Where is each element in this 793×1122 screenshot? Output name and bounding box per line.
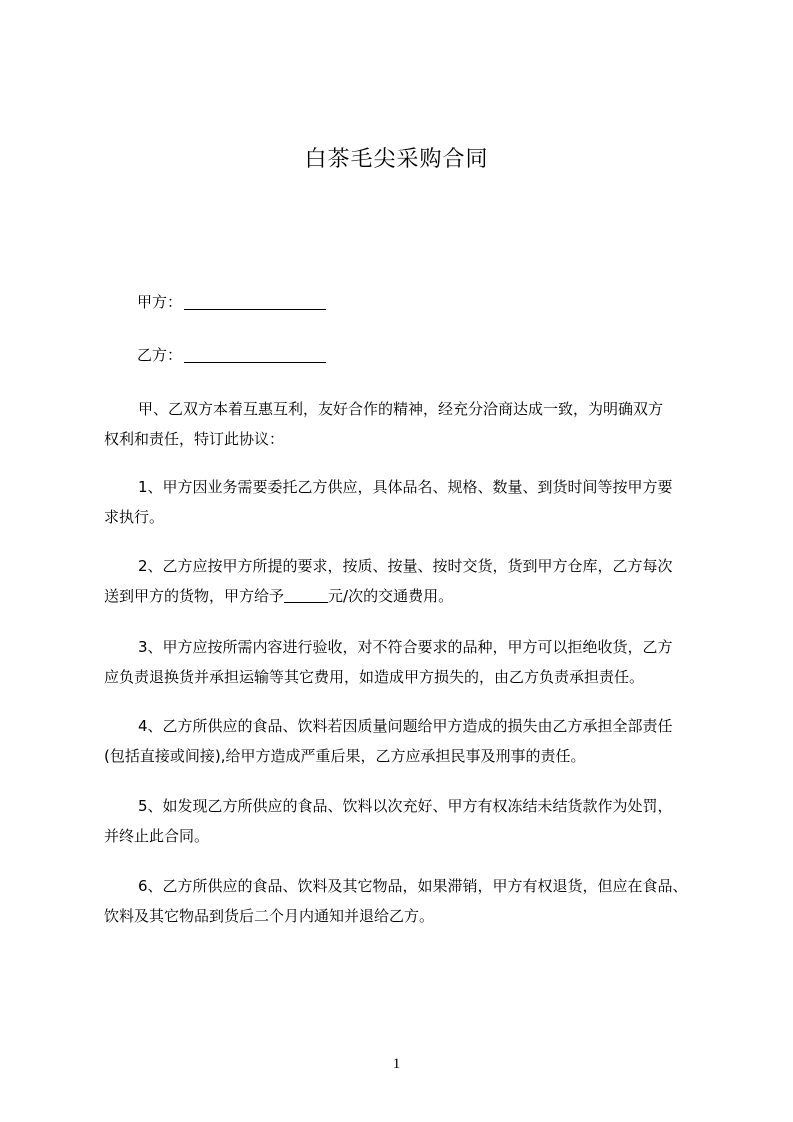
party-a-blank[interactable]	[184, 293, 326, 310]
clause-6	[104, 871, 716, 931]
clause-1-line-1: 1、甲方因业务需要委托乙方供应，具体品名、规格、数量、到货时间等按甲方要	[138, 478, 673, 496]
clause-6-line-2: 饮料及其它物品到货后二个月内通知并退给乙方。	[104, 907, 435, 925]
clause-3	[104, 632, 716, 692]
clause-5	[104, 791, 716, 851]
clause-2-text-a: 送到甲方的货物，甲方给予	[104, 587, 285, 605]
party-b-line	[137, 345, 326, 365]
intro-line-1: 甲、乙双方本着互惠互利，友好合作的精神，经充分洽商达成一致，为明确双方	[138, 400, 664, 418]
page-number: 1	[392, 1056, 401, 1072]
clause-6-line-1: 6、乙方所供应的食品、饮料及其它物品，如果滞销，甲方有权退货，但应在食品、	[138, 877, 688, 895]
party-a-label: 甲方：	[137, 293, 183, 311]
party-a-line	[137, 292, 326, 312]
document-title: 白茶毛尖采购合同	[304, 147, 489, 172]
clause-5-line-2: 并终止此合同。	[104, 827, 210, 845]
intro-line-2: 权利和责任，特订此协议：	[104, 430, 285, 448]
clause-2-line-1: 2、乙方应按甲方所提的要求，按质、按量、按时交货，货到甲方仓库，乙方每次	[138, 557, 673, 575]
intro-paragraph	[104, 394, 716, 454]
clause-2-text-b: 元/次的交通费用。	[328, 587, 454, 605]
clause-5-line-1: 5、如发现乙方所供应的食品、饮料以次充好、甲方有权冻结未结货款作为处罚，	[138, 797, 673, 815]
clause-4-line-1: 4、乙方所供应的食品、饮料若因质量问题给甲方造成的损失由乙方承担全部责任	[138, 717, 673, 735]
clause-2	[104, 551, 716, 611]
clause-3-line-2: 应负责退换货并承担运输等其它费用，如造成甲方损失的，由乙方负责承担责任。	[104, 668, 645, 686]
clause-1	[104, 472, 716, 532]
clause-2-line-2	[104, 581, 716, 611]
fee-blank[interactable]	[284, 588, 328, 603]
clause-1-line-2: 求执行。	[104, 508, 165, 526]
party-b-blank[interactable]	[184, 346, 326, 363]
clause-4	[104, 711, 716, 771]
party-b-label: 乙方：	[137, 346, 183, 364]
clause-3-line-1: 3、甲方应按所需内容进行验收，对不符合要求的品种，甲方可以拒绝收货，乙方	[138, 638, 673, 656]
clause-4-line-2: (包括直接或间接),给甲方造成严重后果，乙方应承担民事及刑事的责任。	[104, 747, 586, 765]
